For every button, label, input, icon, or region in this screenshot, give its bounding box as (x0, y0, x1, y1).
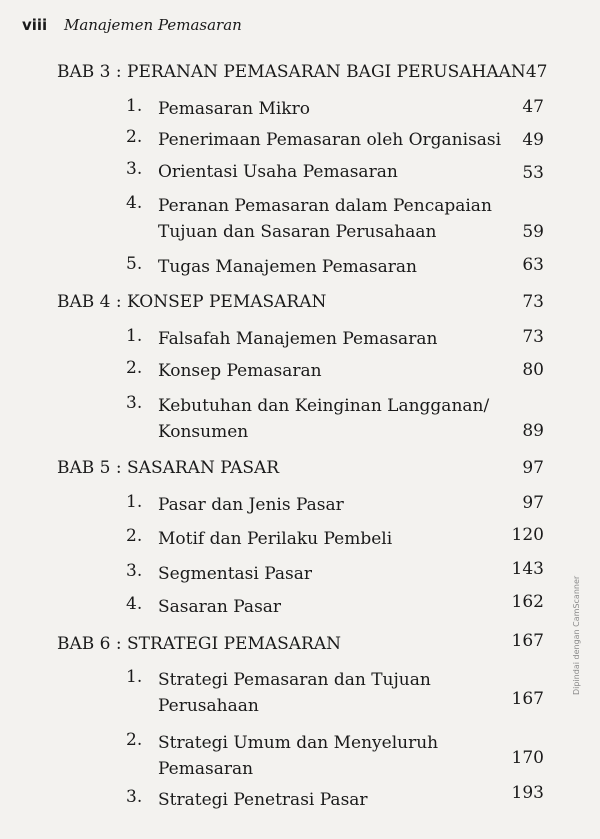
item-text: Konsep Pemasaran (158, 361, 322, 381)
item-page: 53 (522, 163, 544, 183)
header-title: Manajemen Pemasaran (63, 16, 242, 34)
chapter-label: BAB 4 : KONSEP PEMASARAN (57, 292, 327, 312)
item-page: 80 (522, 360, 544, 380)
item-number: 1. (126, 667, 143, 687)
item-text: Pemasaran Mikro (158, 99, 310, 119)
item-text: Perusahaan (158, 696, 259, 716)
item-text: Pasar dan Jenis Pasar (158, 495, 344, 515)
item-text: Tugas Manajemen Pemasaran (158, 257, 417, 277)
item-text: Sasaran Pasar (158, 597, 282, 617)
item-text: Falsafah Manajemen Pemasaran (158, 329, 438, 349)
item-number: 4. (126, 594, 143, 614)
page-number: viii (22, 16, 48, 34)
item-page: 97 (522, 493, 544, 513)
item-page: 143 (511, 559, 544, 579)
running-header (22, 16, 242, 34)
item-text: Kebutuhan dan Keinginan Langganan/ (158, 396, 490, 416)
item-number: 3. (126, 393, 143, 413)
item-number: 1. (126, 492, 143, 512)
chapter-label: BAB 3 : PERANAN PEMASARAN BAGI PERUSAHAAN (57, 62, 526, 82)
item-page: 63 (522, 255, 544, 275)
item-text: Orientasi Usaha Pemasaran (158, 162, 398, 182)
item-page: 59 (522, 222, 544, 242)
chapter-page: 167 (511, 631, 544, 651)
item-number: 5. (126, 254, 143, 274)
item-page: 120 (511, 525, 544, 545)
item-number: 1. (126, 96, 143, 116)
chapter-heading (57, 62, 548, 82)
chapter-page: 47 (525, 62, 548, 82)
item-page: 89 (522, 421, 544, 441)
item-page: 170 (511, 748, 544, 768)
item-number: 2. (126, 358, 143, 378)
item-number: 2. (126, 526, 143, 546)
item-number: 3. (126, 159, 143, 179)
item-number: 1. (126, 326, 143, 346)
item-number: 2. (126, 730, 143, 750)
item-page: 167 (511, 689, 544, 709)
item-number: 4. (126, 193, 143, 213)
chapter-heading (57, 631, 544, 654)
item-number: 3. (126, 787, 143, 807)
chapter-label: BAB 6 : STRATEGI PEMASARAN (57, 634, 342, 654)
chapter-page: 73 (522, 292, 544, 312)
item-text: Pemasaran (158, 759, 254, 779)
item-page: 47 (522, 97, 544, 117)
chapter-heading (57, 292, 544, 312)
item-text: Peranan Pemasaran dalam Pencapaian (158, 196, 492, 216)
item-page: 49 (522, 130, 544, 150)
item-text: Motif dan Perilaku Pembeli (158, 529, 393, 549)
item-page: 162 (511, 592, 544, 612)
item-text: Segmentasi Pasar (158, 564, 313, 584)
chapter-heading (57, 458, 544, 478)
item-page: 73 (522, 327, 544, 347)
item-number: 2. (126, 127, 143, 147)
item-text: Strategi Umum dan Menyeluruh (158, 733, 439, 753)
chapter-page: 97 (522, 458, 544, 478)
item-text: Strategi Pemasaran dan Tujuan (158, 670, 431, 690)
item-page: 193 (511, 783, 544, 803)
scanner-watermark: Dipindai dengan CamScanner (572, 575, 581, 695)
item-text: Tujuan dan Sasaran Perusahaan (158, 222, 437, 242)
item-number: 3. (126, 561, 143, 581)
item-text: Strategi Penetrasi Pasar (158, 790, 368, 810)
chapter-label: BAB 5 : SASARAN PASAR (57, 458, 280, 478)
item-text: Penerimaan Pemasaran oleh Organisasi (158, 130, 502, 150)
item-text: Konsumen (158, 422, 249, 442)
